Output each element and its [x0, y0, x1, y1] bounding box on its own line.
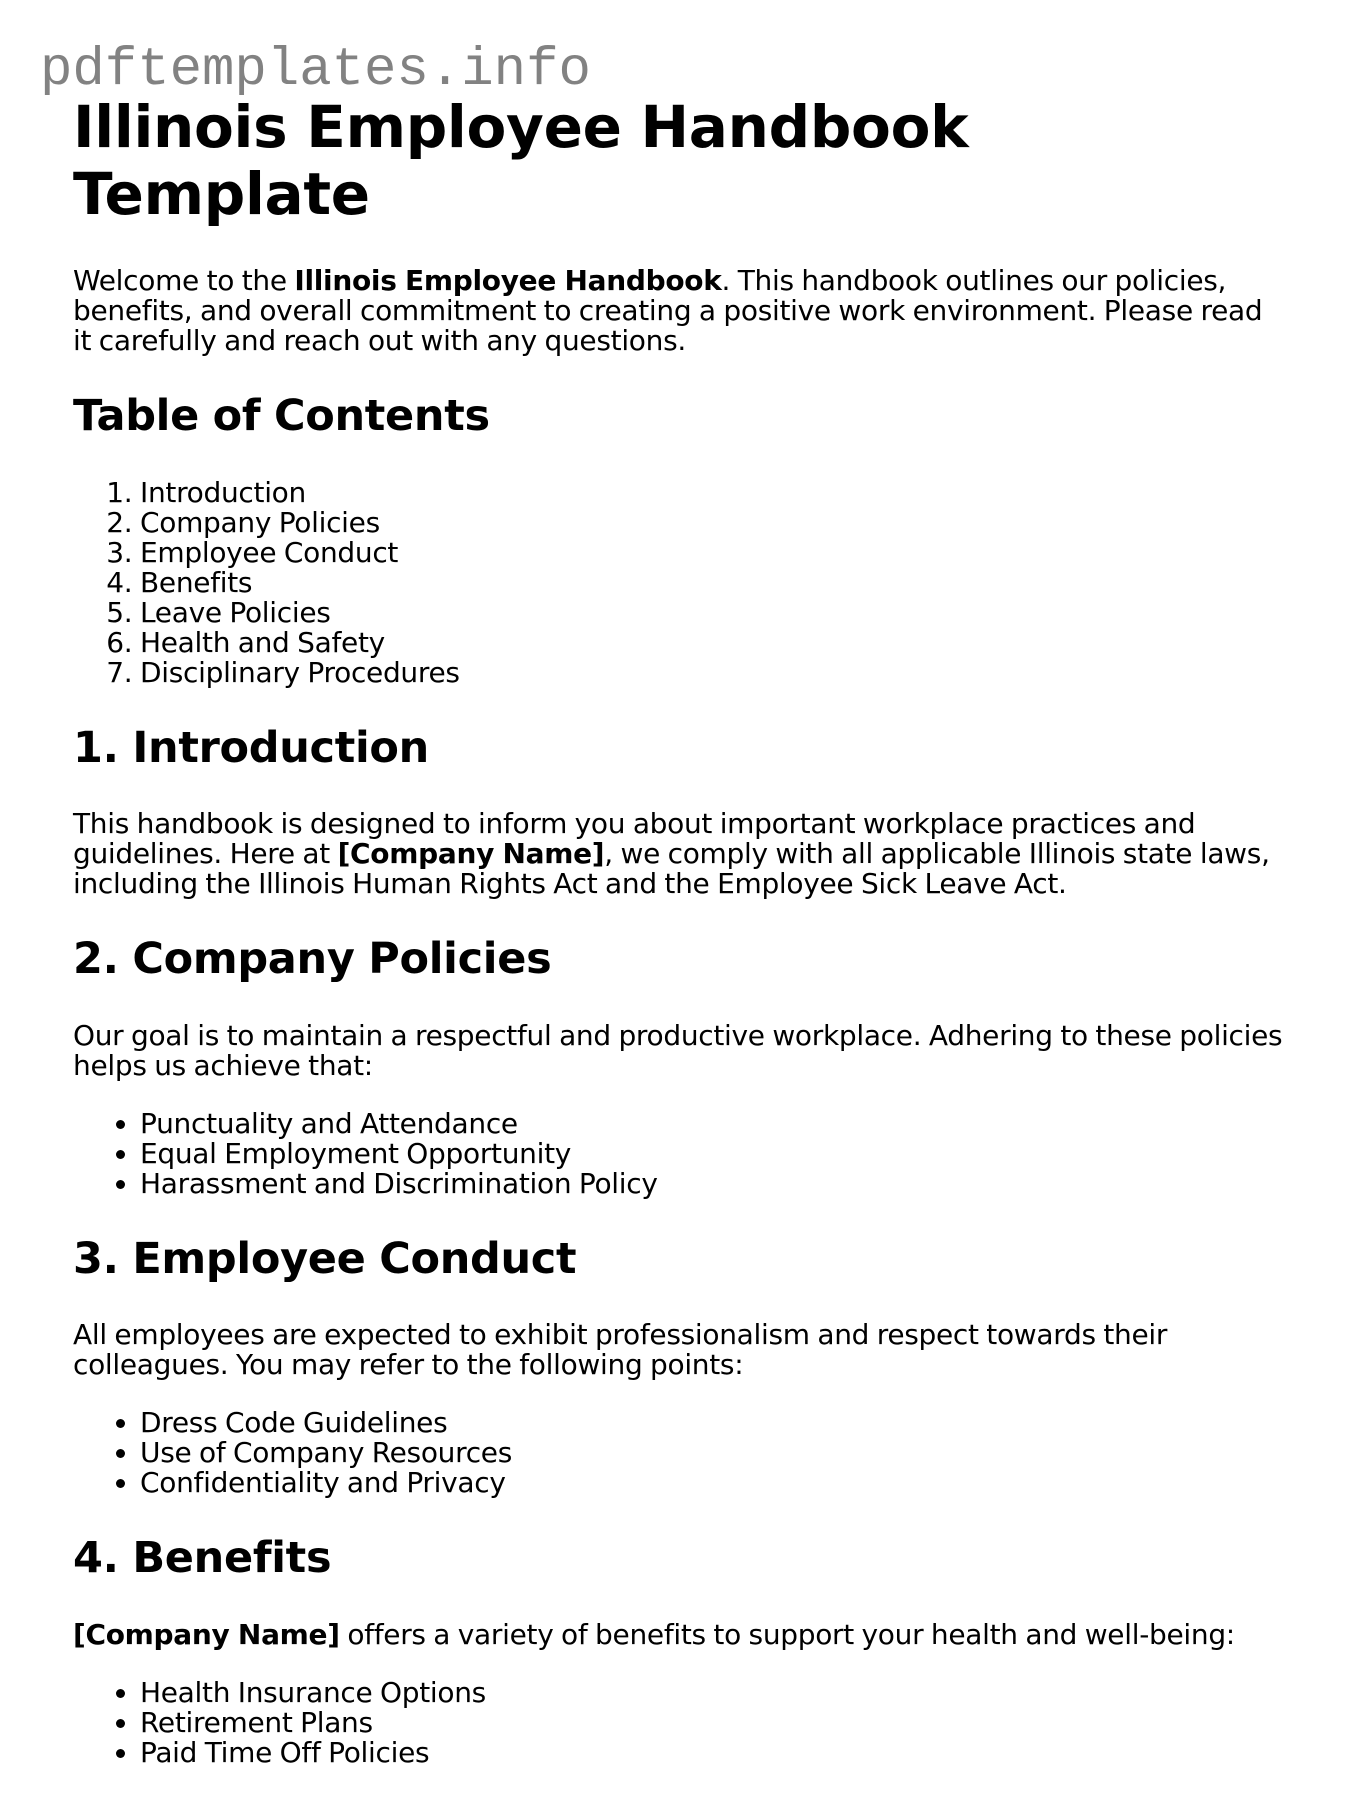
toc-heading: Table of Contents	[73, 391, 490, 442]
handbook-section	[73, 1534, 1284, 1767]
text-segment: All employees are expected to exhibit professionalism and respect towards their colleagues. You may refer to the following points:	[73, 1318, 1168, 1382]
text-segment: , we comply with all applicable Illinois state laws, including the Illinois Human Rights Act and the Employee Sick Leave Act.	[73, 837, 1270, 901]
toc-section	[73, 392, 1284, 687]
section-heading: 3. Employee Conduct	[73, 1233, 577, 1284]
toc-list	[73, 475, 1284, 689]
section-paragraph	[73, 809, 1284, 899]
toc-item: 6. Health and Safety	[140, 628, 1284, 658]
section-paragraph	[73, 1320, 1284, 1380]
handbook-section	[73, 1235, 1284, 1498]
toc-item: 2. Company Policies	[140, 508, 1284, 538]
bold-text: Illinois Employee Handbook	[294, 264, 722, 298]
text-segment: This handbook is designed to inform you about important workplace practices and guidelines. Here at	[73, 807, 1196, 871]
watermark-text: pdftemplates.info	[40, 40, 591, 101]
bullet-item: • Paid Time Off Policies	[140, 1738, 1284, 1768]
bullet-list	[73, 1106, 1284, 1200]
bullet-item: • Health Insurance Options	[140, 1678, 1284, 1708]
sections	[73, 724, 1284, 1768]
section-paragraph	[73, 1018, 1284, 1082]
bullet-list	[73, 1408, 1284, 1498]
bullet-list	[73, 1675, 1284, 1769]
section-paragraph	[73, 1617, 1284, 1651]
bold-text: [Company Name]	[73, 1617, 340, 1651]
text-segment: offers a variety of benefits to support your health and well-being:	[339, 1617, 1235, 1651]
bullet-item: • Use of Company Resources	[140, 1438, 1284, 1468]
toc-item: 7. Disciplinary Procedures	[140, 658, 1284, 688]
handbook-section	[73, 724, 1284, 899]
bullet-item: • Equal Employment Opportunity	[140, 1139, 1284, 1169]
intro-paragraph	[73, 266, 1284, 356]
document-page	[0, 40, 1357, 1769]
toc-item: 5. Leave Policies	[140, 598, 1284, 628]
bullet-item: • Harassment and Discrimination Policy	[140, 1169, 1284, 1199]
handbook-section	[73, 935, 1284, 1198]
toc-item: 3. Employee Conduct	[140, 538, 1284, 568]
section-heading: 4. Benefits	[73, 1533, 332, 1584]
bullet-item: • Confidentiality and Privacy	[140, 1468, 1284, 1498]
toc-item: 1. Introduction	[140, 478, 1284, 508]
text-segment: . This handbook outlines our policies, benefits, and overall commitment to creating a positive work environment. Please read it carefully and reach out with any questions.	[73, 264, 1263, 358]
bullet-item: • Retirement Plans	[140, 1708, 1284, 1738]
section-heading: 2. Company Policies	[73, 934, 552, 985]
text-segment: Our goal is to maintain a respectful and productive workplace. Adhering to these policies helps us achieve that:	[73, 1018, 1283, 1082]
bold-text: [Company Name]	[337, 837, 605, 871]
page-title: Illinois Employee Handbook Template	[73, 93, 969, 228]
bullet-item: • Dress Code Guidelines	[140, 1408, 1284, 1438]
bullet-item: • Punctuality and Attendance	[140, 1109, 1284, 1139]
section-heading: 1. Introduction	[73, 722, 429, 773]
toc-item: 4. Benefits	[140, 568, 1284, 598]
text-segment: Welcome to the	[73, 264, 295, 298]
